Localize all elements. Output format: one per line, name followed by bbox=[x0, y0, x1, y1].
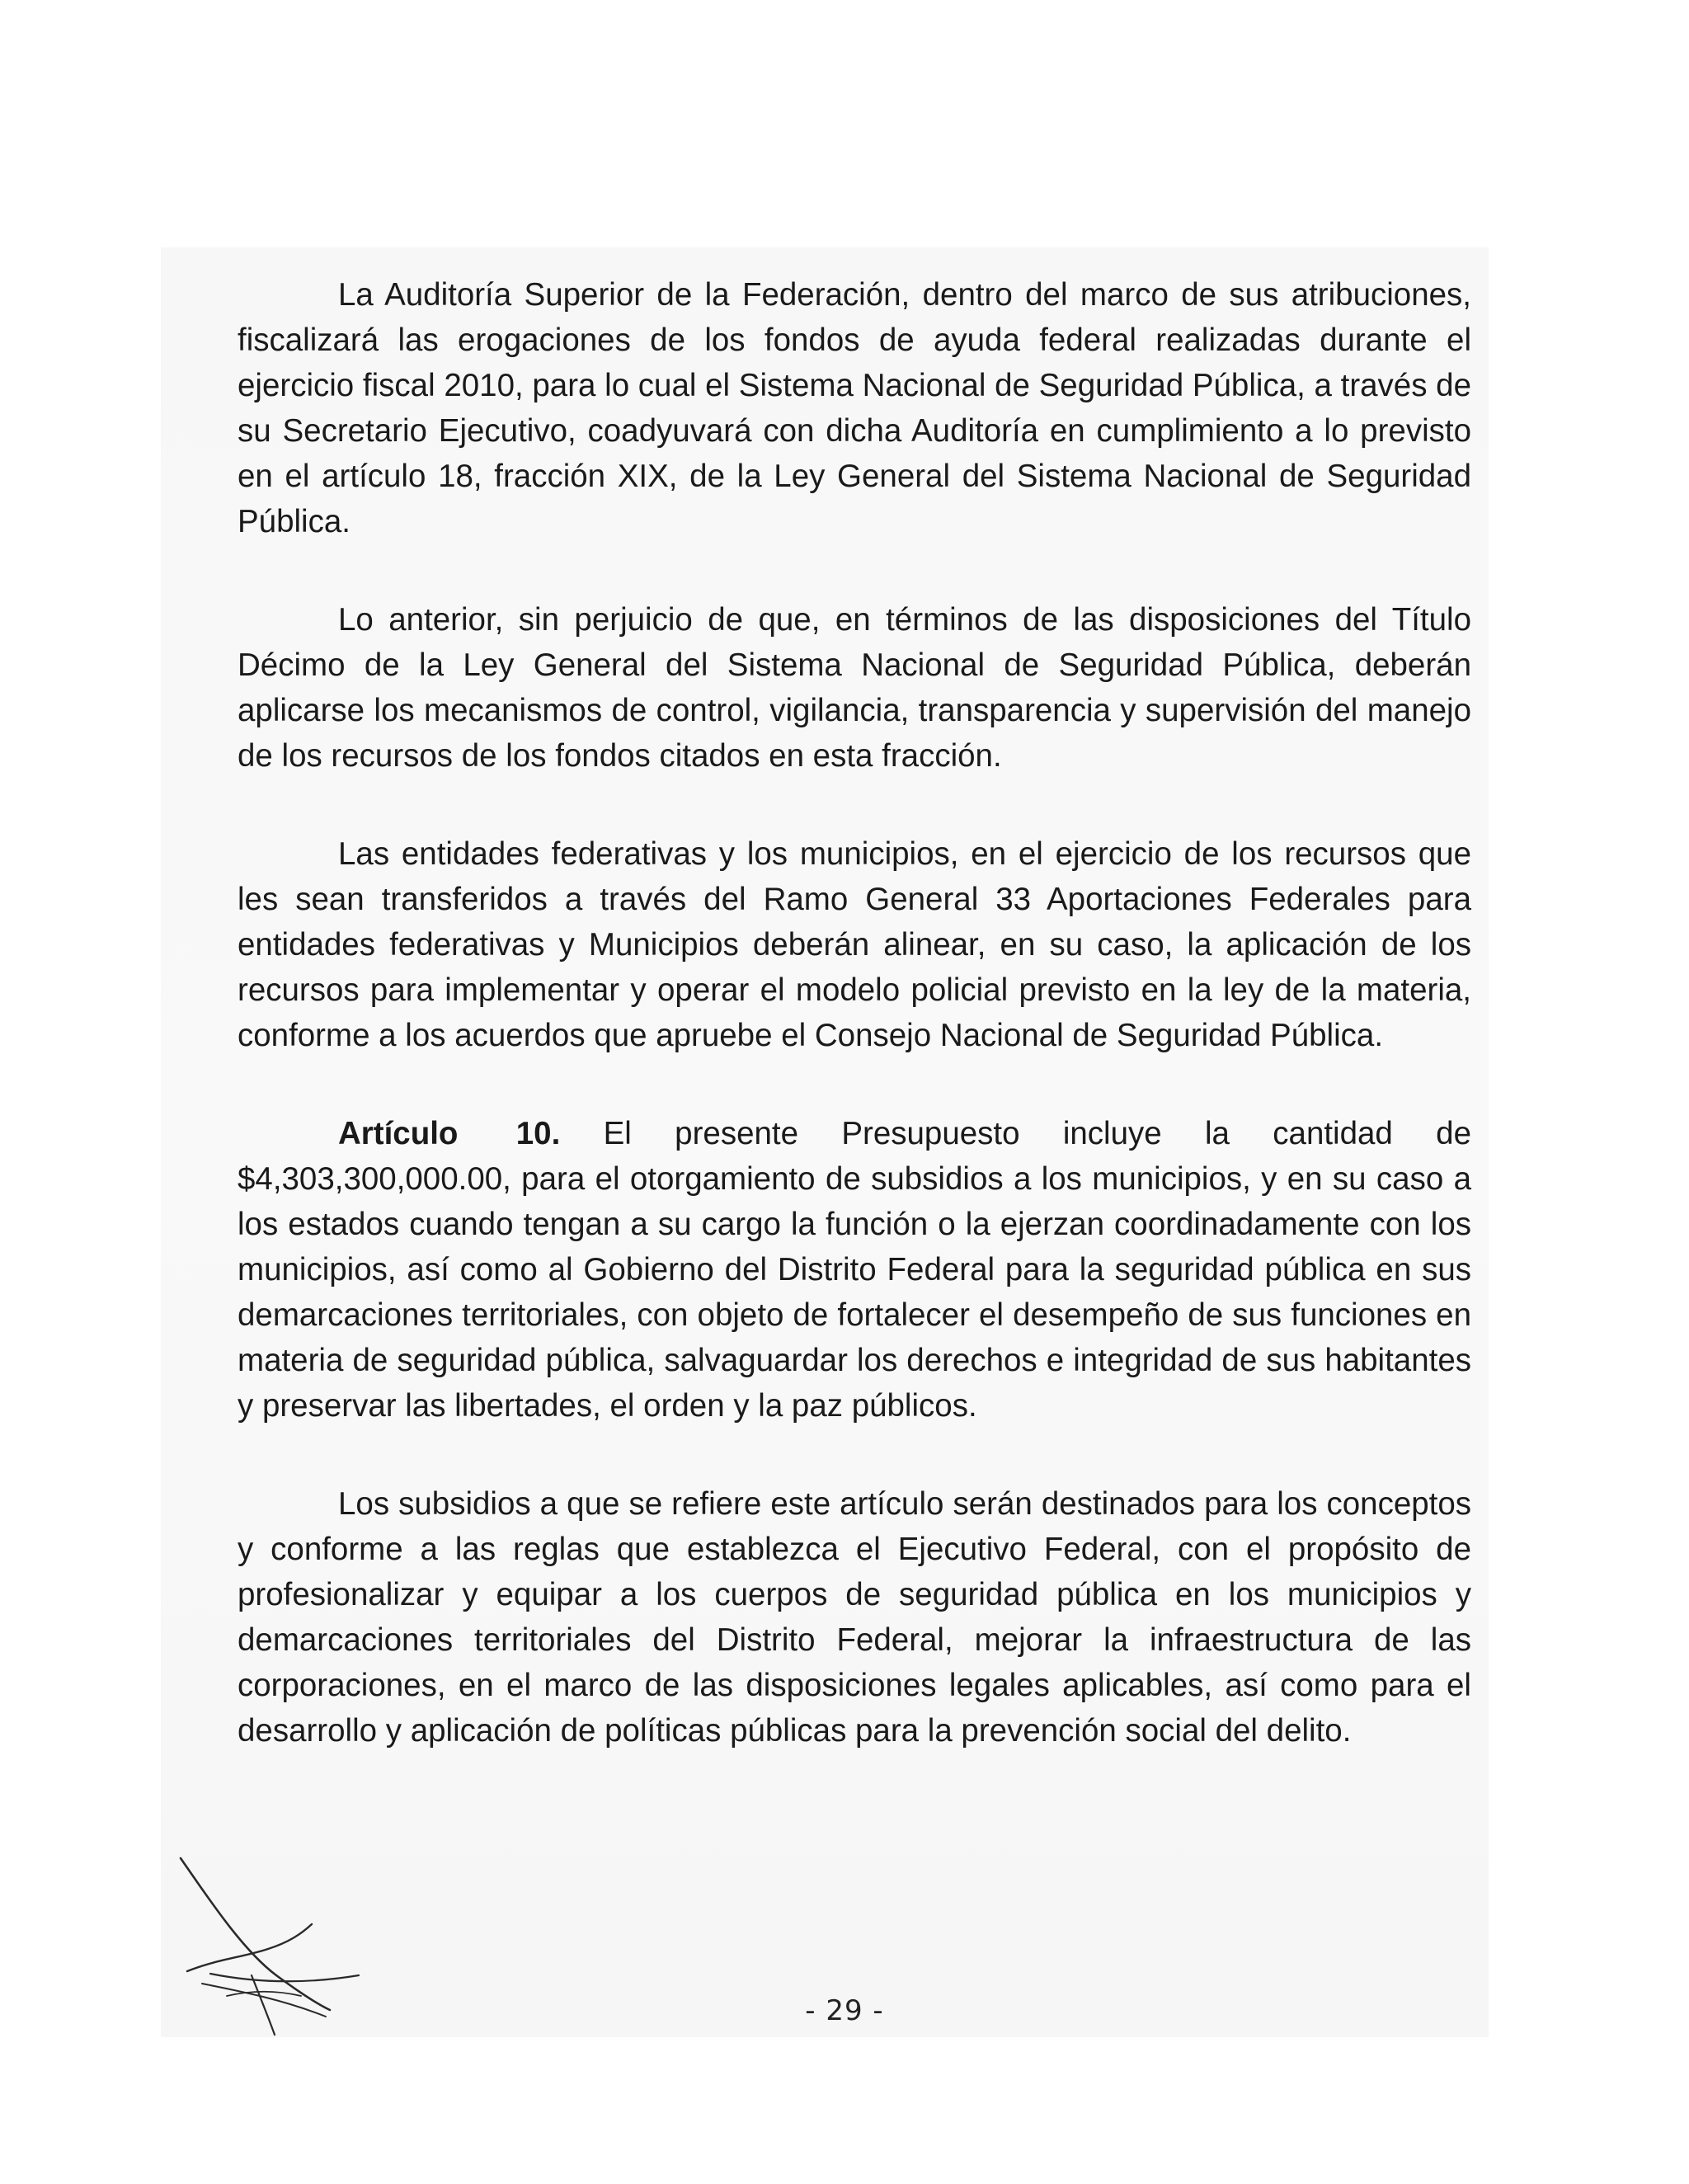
paragraph-entidades-federativas: Las entidades federativas y los municipios, en el ejercicio de los recursos que les sean transferidos a través del Ramo General 33 Aportaciones Federales para entidades federativas y Municipios deberán alinear, en su caso, la aplicación de los recursos para implementar y operar el modelo policial previsto en la ley de la materia, conforme a los acuerdos que apruebe el Consejo Nacional de Seguridad Pública. bbox=[238, 836, 1471, 1053]
paragraph-lo-anterior: Lo anterior, sin perjuicio de que, en términos de las disposiciones del Título Décimo de la Ley General del Sistema Nacional de Seguridad Pública, deberán aplicarse los mecanismos de control, vigilancia, transparencia y supervisión del manejo de los recursos de los fondos citados en esta fracción. bbox=[238, 602, 1471, 774]
document-body bbox=[238, 272, 1471, 1806]
article-heading: Artículo 10. bbox=[338, 1116, 561, 1151]
paragraph-subsidios: Los subsidios a que se refiere este artículo serán destinados para los conceptos y conforme a las reglas que establezca el Ejecutivo Federal, con el propósito de profesionalizar y equipar a los cuerpos de seguridad pública en los municipios y demarcaciones territoriales del Distrito Federal, mejorar la infraestructura de las corporaciones, en el marco de las disposiciones legales aplicables, así como para el desarrollo y aplicación de políticas públicas para la prevención social del delito. bbox=[238, 1486, 1471, 1749]
article-text: El presente Presupuesto incluye la cantidad de $4,303,300,000.00, para el otorgamiento de subsidios a los municipios, y en su caso a los estados cuando tengan a su cargo la función o la ejerzan coordinadamente con los municipios, así como al Gobierno del Distrito Federal para la seguridad pública en sus demarcaciones territoriales, con objeto de fortalecer el desempeño de sus funciones en materia de seguridad pública, salvaguardar los derechos e integridad de sus habitantes y preservar las libertades, el orden y la paz públicos. bbox=[238, 1116, 1471, 1424]
page-number: - 29 - bbox=[805, 1994, 884, 2027]
article-10 bbox=[238, 1111, 1471, 1429]
paragraph-auditoria: La Auditoría Superior de la Federación, dentro del marco de sus atribuciones, fiscalizará las erogaciones de los fondos de ayuda federal realizadas durante el ejercicio fiscal 2010, para lo cual el Sistema Nacional de Seguridad Pública, a través de su Secretario Ejecutivo, coadyuvará con dicha Auditoría en cumplimiento a lo previsto en el artículo 18, fracción XIX, de la Ley General del Sistema Nacional de Seguridad Pública. bbox=[238, 277, 1471, 539]
